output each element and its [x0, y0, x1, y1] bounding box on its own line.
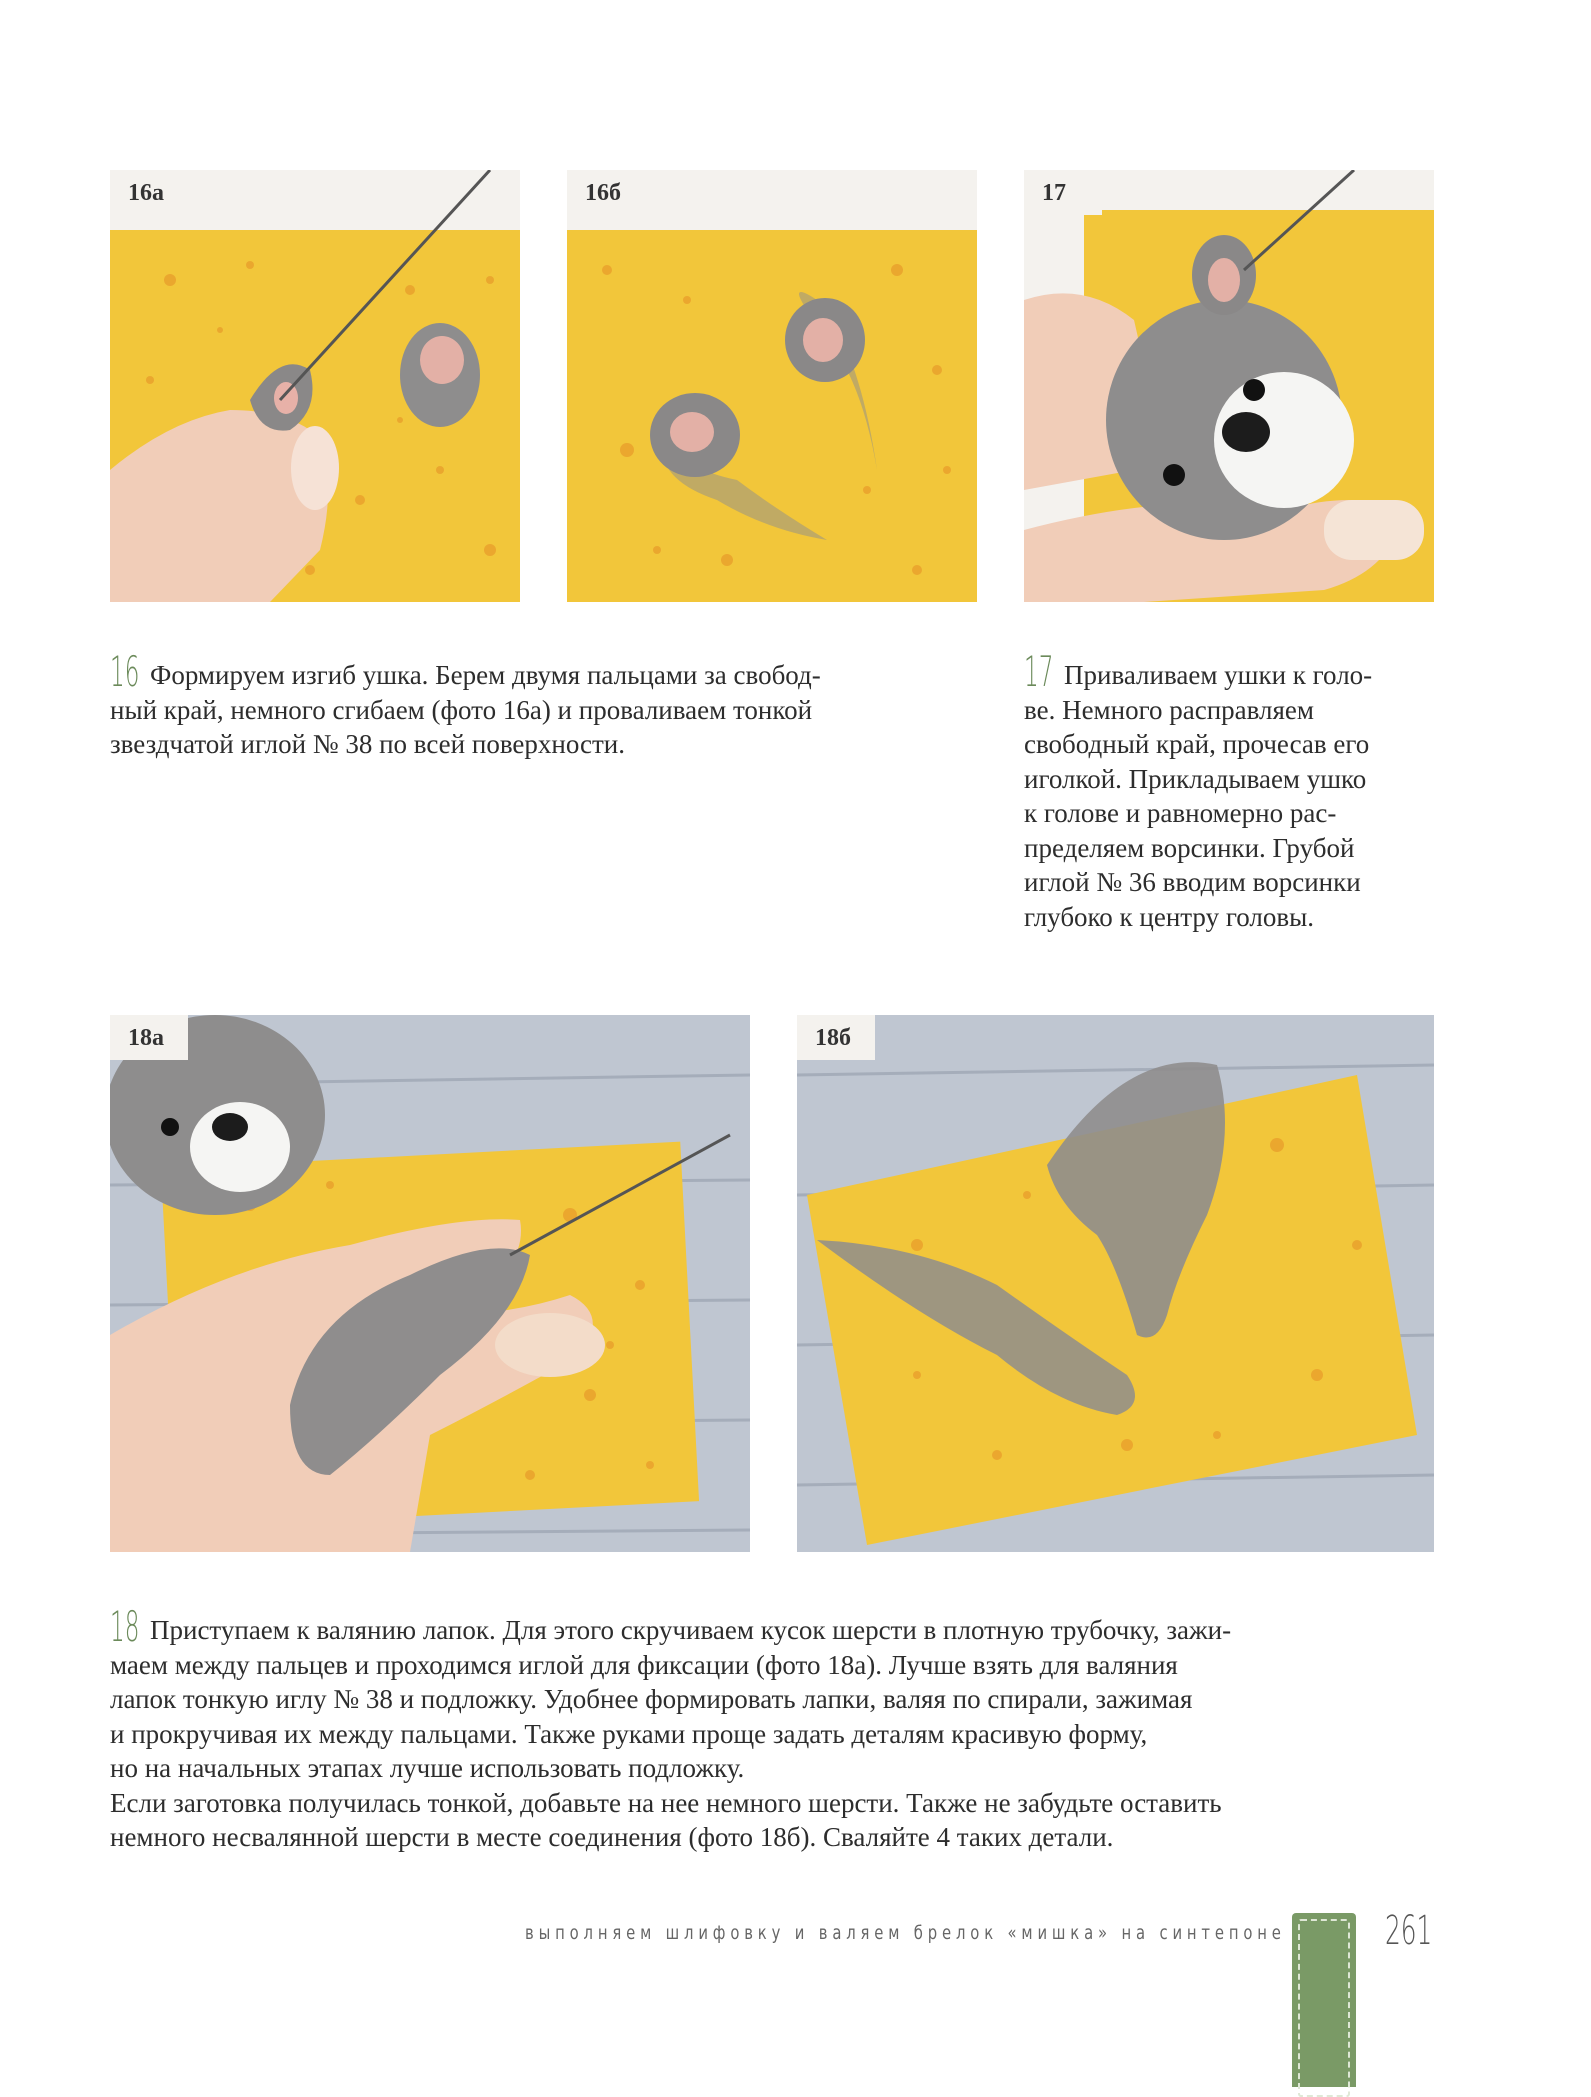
step-17-line-5: к голове и равномерно рас-: [1024, 798, 1337, 828]
photo-16a: [110, 170, 520, 602]
photo-label: 18а: [110, 1015, 188, 1060]
photo-17-image: [1024, 170, 1434, 602]
step-17-line-1-text: Приваливаем ушки к голо-: [1064, 660, 1373, 690]
photo-18b: [797, 1015, 1434, 1552]
step-18-line-3: лапок тонкую иглу № 38 и подложку. Удобнее формировать лапки, валяя по спирали, зажимая: [110, 1684, 1193, 1714]
photo-18b-image: [797, 1015, 1434, 1552]
step-17-number: 17: [1024, 647, 1054, 696]
photo-17: [1024, 170, 1434, 602]
photo-label: 17: [1024, 170, 1102, 215]
step-16-number: 16: [110, 647, 140, 696]
step-17-line-3: свободный край, прочесав его: [1024, 729, 1370, 759]
step-18-line-5: но на начальных этапах лучше использовать подложку.: [110, 1753, 745, 1783]
photo-label: 16а: [110, 170, 188, 215]
photo-16b: [567, 170, 977, 602]
photo-16a-image: [110, 170, 520, 602]
step-18-number: 18: [110, 1602, 140, 1651]
step-18-text: [110, 1602, 1440, 1855]
step-16-line-3: звездчатой иглой № 38 по всей поверхности.: [110, 729, 625, 759]
step-16-line-1-text: Формируем изгиб ушка. Берем двумя пальцами за свобод-: [150, 660, 821, 690]
step-17-line-7: иглой № 36 вводим ворсинки: [1024, 867, 1361, 897]
photo-16b-image: [567, 170, 977, 602]
step-18-line-1-text: Приступаем к валянию лапок. Для этого скручиваем кусок шерсти в плотную трубочку, зажи-: [150, 1615, 1232, 1645]
photo-18a-image: [110, 1015, 750, 1552]
step-17-text: [1024, 647, 1444, 934]
step-18-line-2: маем между пальцев и проходимся иглой для фиксации (фото 18а). Лучше взять для валяния: [110, 1649, 1178, 1680]
step-17-line-2: ве. Немного расправляем: [1024, 694, 1314, 725]
step-17-line-4: иголкой. Прикладываем ушко: [1024, 763, 1367, 794]
step-17-line-1: [1024, 647, 1444, 696]
photo-18a: [110, 1015, 750, 1552]
step-18-line-7: немного несвалянной шерсти в месте соединения (фото 18б). Сваляйте 4 таких детали.: [110, 1822, 1114, 1852]
step-16-line-2: ный край, немного сгибаем (фото 16а) и проваливаем тонкой: [110, 694, 813, 725]
running-title: выполняем шлифовку и валяем брелок «мишка» на синтепоне: [525, 1922, 1286, 1944]
step-18-line-6: Если заготовка получилась тонкой, добавьте на нее немного шерсти. Также не забудьте оставить: [110, 1787, 1222, 1818]
page-number: 261: [1385, 1908, 1433, 1954]
step-18-line-4: и прокручивая их между пальцами. Также руками проще задать деталям красивую форму,: [110, 1718, 1148, 1749]
step-18-line-1: [110, 1602, 1440, 1651]
photo-label: 16б: [567, 170, 645, 215]
step-17-line-8: глубоко к центру головы.: [1024, 901, 1314, 932]
step-16-text: [110, 647, 970, 762]
step-17-line-6: пределяем ворсинки. Грубой: [1024, 832, 1355, 863]
step-16-line-1: [110, 647, 970, 696]
photo-label: 18б: [797, 1015, 875, 1060]
section-tab: [1292, 1913, 1356, 2087]
